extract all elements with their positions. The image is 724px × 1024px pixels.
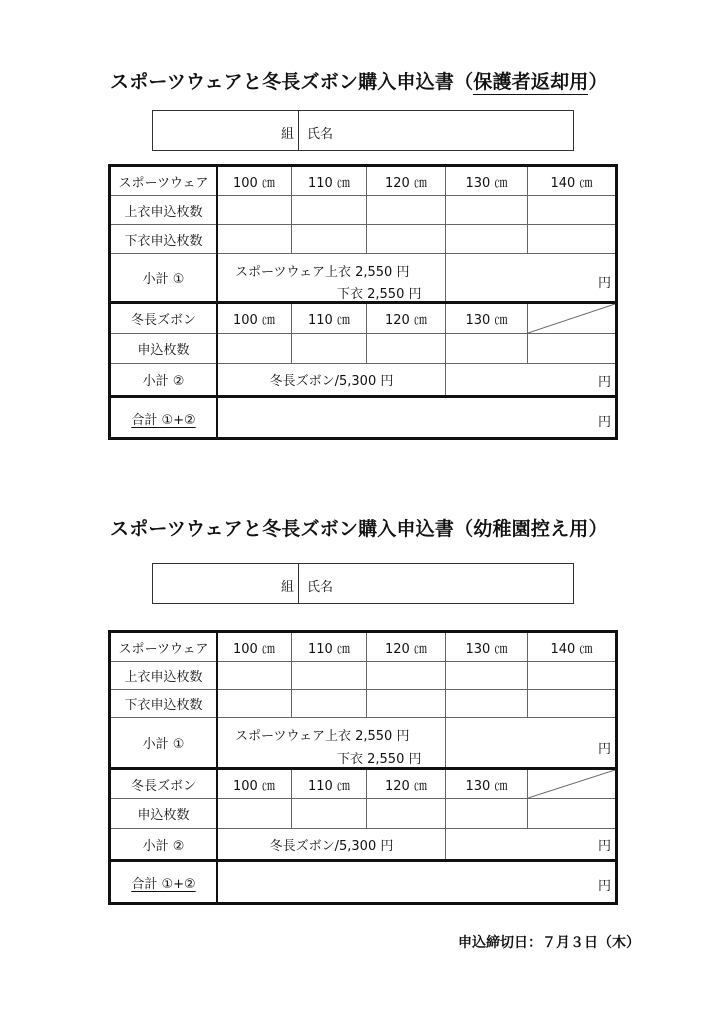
wear-size-130: 130 ㎝ — [465, 175, 508, 191]
pants-size-110: 110 ㎝ — [308, 778, 350, 794]
column-divider — [445, 717, 446, 767]
deadline-note: 申込締切日：７月３日（木） — [458, 935, 640, 951]
form2-title-main: スポーツウェアと冬長ズボン購入申込書（ — [110, 518, 474, 540]
form2-order-table — [108, 630, 618, 905]
top-count-input[interactable] — [218, 196, 616, 224]
wear-header: スポーツウェア — [118, 641, 209, 657]
pants-size-110: 110 ㎝ — [308, 313, 350, 328]
wear-price-line1: スポーツウェア上衣 2,550 円 — [235, 729, 410, 744]
pants-size-130: 130 ㎝ — [465, 313, 508, 328]
not-applicable-slash — [528, 770, 615, 798]
pants-price: 冬長ズボン/5,300 円 — [269, 374, 394, 389]
subtotal2-yen: 円 — [598, 839, 612, 854]
wear-size-100: 100 ㎝ — [233, 641, 275, 657]
not-applicable-slash — [528, 304, 615, 333]
form2-name-box[interactable] — [152, 563, 574, 604]
column-divider — [445, 253, 446, 301]
form2-title-sub: 幼稚園控え用 — [473, 518, 589, 540]
name-divider — [298, 111, 299, 150]
name-divider — [298, 564, 299, 603]
pants-size-120: 120 ㎝ — [385, 313, 427, 328]
class-label: 組 — [281, 127, 295, 142]
wear-size-110: 110 ㎝ — [308, 641, 350, 657]
pants-header: 冬長ズボン — [130, 313, 196, 328]
form1-name-box[interactable] — [152, 110, 574, 151]
subtotal1-yen: 円 — [598, 276, 612, 291]
bottom-count-label: 下衣申込枚数 — [124, 233, 203, 249]
wear-size-130: 130 ㎝ — [465, 641, 508, 657]
subtotal2-label: 小計 ② — [142, 838, 185, 854]
pants-size-100: 100 ㎝ — [233, 778, 275, 794]
wear-price-line2: 下衣 2,550 円 — [337, 287, 422, 302]
total-label — [111, 398, 216, 438]
subtotal2-label: 小計 ② — [142, 374, 185, 389]
name-label: 氏名 — [307, 580, 334, 595]
wear-price-line2: 下衣 2,550 円 — [337, 752, 422, 767]
total-input[interactable] — [218, 398, 616, 438]
pants-count-input[interactable] — [218, 334, 616, 363]
form2-title — [110, 514, 608, 541]
form1-title — [110, 67, 608, 94]
class-label: 組 — [281, 580, 295, 595]
form1-title-sub: 保護者返却用 — [473, 71, 589, 93]
subtotal2-yen: 円 — [598, 375, 612, 390]
total-label-text: 合計 ①+② — [131, 412, 196, 428]
name-label: 氏名 — [307, 127, 334, 142]
wear-size-140: 140 ㎝ — [550, 641, 593, 657]
wear-size-120: 120 ㎝ — [385, 175, 427, 191]
top-count-input[interactable] — [218, 662, 616, 689]
wear-size-110: 110 ㎝ — [308, 175, 350, 191]
wear-size-120: 120 ㎝ — [385, 641, 427, 657]
top-count-label: 上衣申込枚数 — [124, 204, 203, 220]
form1-title-close: ） — [588, 71, 608, 93]
pants-count-label: 申込枚数 — [137, 808, 190, 823]
bottom-count-input[interactable] — [218, 690, 616, 717]
subtotal1-yen: 円 — [598, 742, 612, 757]
pants-count-input[interactable] — [218, 799, 616, 828]
pants-size-100: 100 ㎝ — [233, 313, 275, 328]
total-label-text: 合計 ①+② — [131, 876, 196, 892]
form1-title-main: スポーツウェアと冬長ズボン購入申込書（ — [110, 71, 474, 93]
wear-price-line1: スポーツウェア上衣 2,550 円 — [235, 265, 410, 280]
subtotal1-label: 小計 ① — [142, 737, 185, 752]
wear-size-140: 140 ㎝ — [550, 175, 593, 191]
pants-size-120: 120 ㎝ — [385, 778, 427, 794]
total-yen: 円 — [598, 879, 612, 894]
total-label — [111, 862, 216, 902]
total-yen: 円 — [598, 415, 612, 430]
pants-header: 冬長ズボン — [130, 778, 196, 794]
pants-count-label: 申込枚数 — [137, 343, 190, 358]
top-count-label: 上衣申込枚数 — [124, 670, 203, 685]
wear-header: スポーツウェア — [118, 175, 209, 191]
form1-order-table — [108, 164, 618, 440]
total-input[interactable] — [218, 862, 616, 902]
pants-size-130: 130 ㎝ — [465, 778, 508, 794]
bottom-count-input[interactable] — [218, 225, 616, 253]
form2-title-close: ） — [588, 518, 608, 540]
bottom-count-label: 下衣申込枚数 — [124, 698, 203, 713]
pants-price: 冬長ズボン/5,300 円 — [269, 838, 394, 854]
subtotal1-label: 小計 ① — [142, 272, 185, 287]
wear-size-100: 100 ㎝ — [233, 175, 275, 191]
